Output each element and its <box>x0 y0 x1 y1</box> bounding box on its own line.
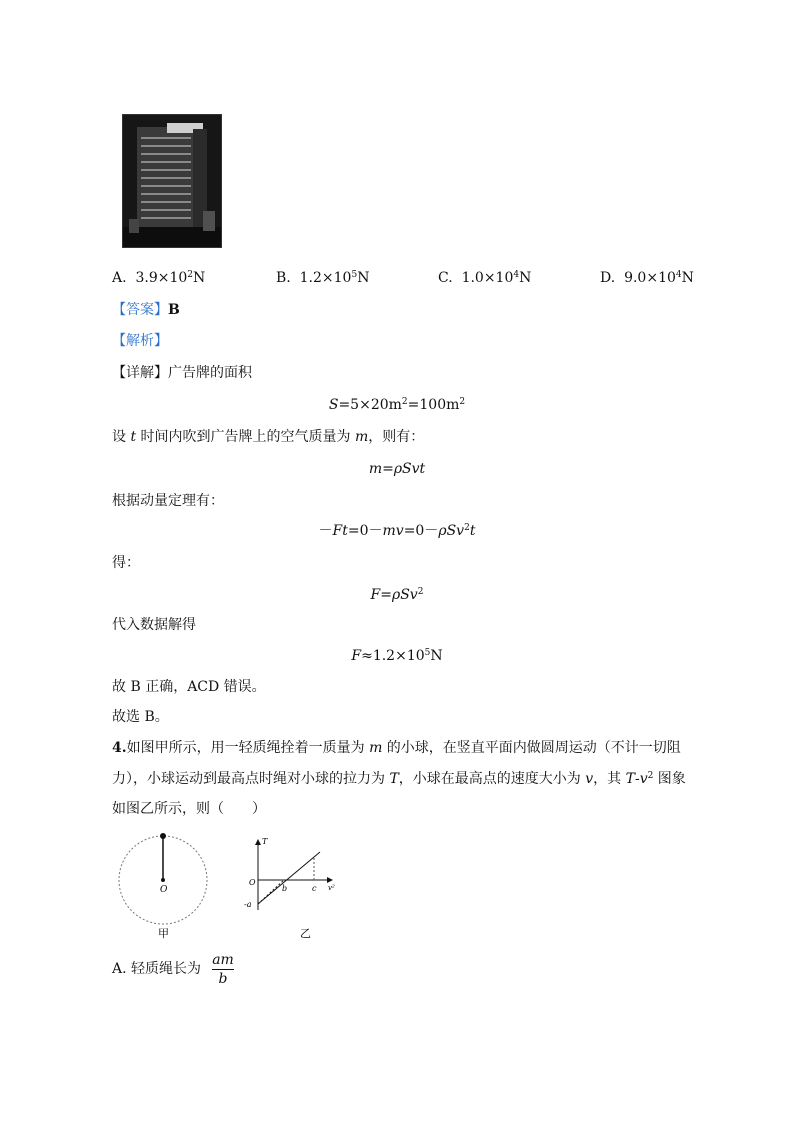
q4-line-2: 力），小球运动到最高点时绳对小球的拉力为 T，小球在最高点的速度大小为 v，其 $T-v^2$ 图象 <box>112 771 686 787</box>
fraction-denominator: b <box>218 971 228 987</box>
equation-mass: m=ρSvt <box>368 461 426 477</box>
yi-c-label: c <box>312 884 317 893</box>
analysis-label: 【解析】 <box>112 333 168 349</box>
yi-origin-label: O <box>249 878 256 887</box>
jia-center-label: O <box>160 885 168 895</box>
fraction-bar <box>212 969 234 970</box>
detail-text: 广告牌的面积 <box>168 365 252 381</box>
q4-line-3: 如图乙所示，则（ ） <box>112 801 266 817</box>
q4-option-a: A. 轻质绳长为 <box>112 961 202 977</box>
detail-label: 【详解】 <box>112 365 168 381</box>
yi-y-axis-label: T <box>262 837 268 846</box>
building-photo <box>122 114 222 248</box>
conclusion-2: 故选 B。 <box>112 709 169 725</box>
yi-x-axis-label: v² <box>328 884 335 892</box>
equation-area: $S=5\times 20m^2=100m^2$ <box>328 397 466 413</box>
fraction-numerator: am <box>212 952 234 968</box>
yi-b-label: b <box>282 884 288 893</box>
answer-label: 【答案】 <box>112 302 168 318</box>
option-d-q3: D. $9.0\times 10^4N$ <box>600 270 694 286</box>
jia-caption: 甲 <box>158 927 169 940</box>
analysis-line <box>112 331 168 351</box>
answer-line <box>112 300 180 320</box>
q4-line-1: 4.如图甲所示，用一轻质绳拴着一质量为 m 的小球，在竖直平面内做圆周运动（不计一切阻 <box>112 740 681 756</box>
answer-value: B <box>168 302 180 318</box>
figure-jia <box>112 830 222 942</box>
text-momentum: 根据动量定理有： <box>112 493 224 509</box>
text-mass: 设 t 时间内吹到广告牌上的空气质量为 m，则有： <box>112 429 425 445</box>
detail-line <box>112 363 252 383</box>
equation-result: $F\approx 1.2\times 10^5N$ <box>351 648 443 664</box>
equation-momentum: －Ft=0－mv=0－ρSv$^2$t <box>318 523 476 539</box>
option-a-fraction <box>212 952 234 987</box>
option-a-q3: A. $3.9\times 10^2N$ <box>112 270 206 286</box>
q4-number: 4. <box>112 740 127 756</box>
text-substitute: 代入数据解得 <box>112 617 196 633</box>
conclusion-1: 故 B 正确，ACD 错误。 <box>112 679 266 695</box>
figure-yi <box>240 832 350 942</box>
yi-caption: 乙 <box>300 927 311 940</box>
yi-a-label: -a <box>244 900 252 909</box>
option-c-q3: C. $1.0\times 10^4N$ <box>438 270 532 286</box>
option-b-q3: B. $1.2\times 10^5N$ <box>276 270 370 286</box>
equation-force: F=ρSv$^2$ <box>370 587 424 603</box>
text-get: 得： <box>112 555 140 571</box>
